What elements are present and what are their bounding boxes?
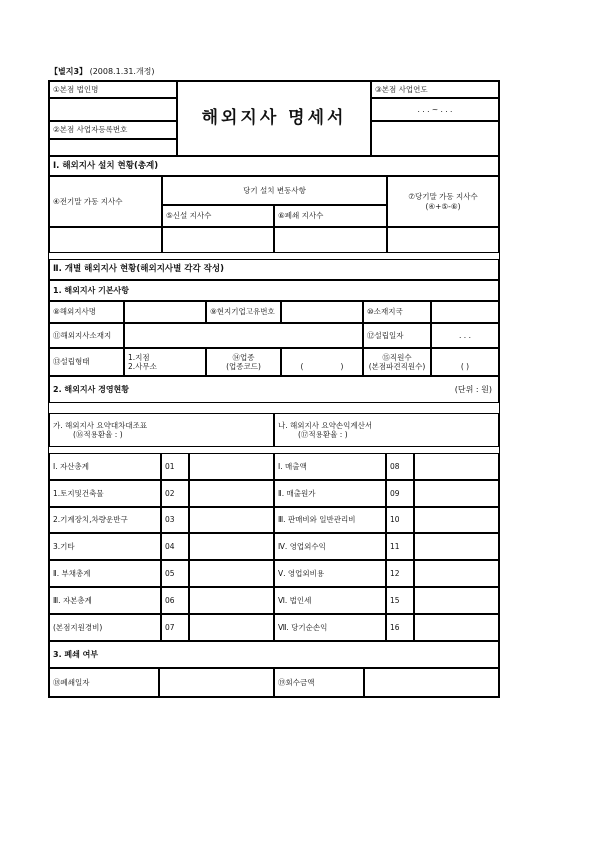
bs-row-value[interactable] bbox=[189, 587, 274, 614]
staff-field[interactable]: ( ) bbox=[431, 348, 499, 376]
is-row-label: Ⅰ. 매출액 bbox=[274, 453, 386, 480]
staff-sub-label: (본점파견직원수) bbox=[368, 362, 426, 371]
country-label: ⑩소재지국 bbox=[363, 301, 431, 323]
bs-row-code: 04 bbox=[161, 533, 189, 560]
corp-name-label: ①본점 법인명 bbox=[49, 81, 177, 98]
bs-row-code: 01 bbox=[161, 453, 189, 480]
is-row-label: Ⅱ. 매출원가 bbox=[274, 480, 386, 507]
is-row-code: 08 bbox=[386, 453, 414, 480]
est-date-label: ⑫설립일자 bbox=[363, 323, 431, 348]
bs-row-label: Ⅱ. 부채총계 bbox=[49, 560, 161, 587]
form-type-options[interactable] bbox=[124, 348, 206, 376]
mgmt-heading-row bbox=[49, 376, 499, 403]
basic-heading: 1. 해외지사 기본사항 bbox=[49, 280, 499, 301]
bs-row-code: 02 bbox=[161, 480, 189, 507]
local-id-label: ⑨현지기업고유번호 bbox=[206, 301, 281, 323]
end-count-cell bbox=[387, 176, 499, 227]
address-label: ⑪해외지사소재지 bbox=[49, 323, 124, 348]
is-row-label: Ⅵ. 법인세 bbox=[274, 587, 386, 614]
end-count-field[interactable] bbox=[387, 227, 499, 253]
bs-row-value[interactable] bbox=[189, 480, 274, 507]
page-title: 해외지사 명세서 bbox=[177, 81, 371, 156]
is-row-value[interactable] bbox=[414, 587, 499, 614]
est-date-field[interactable]: . . . bbox=[431, 323, 499, 348]
closed-count-field[interactable] bbox=[274, 227, 387, 253]
bs-row-label: (본점지원경비) bbox=[49, 614, 161, 641]
industry-code-field[interactable] bbox=[281, 348, 363, 376]
closed-count-label: ⑥폐쇄 지사수 bbox=[274, 205, 387, 227]
is-rate[interactable]: (⑰적용환율 : ) bbox=[298, 430, 348, 439]
country-field[interactable] bbox=[431, 301, 499, 323]
unit-note: (단위 : 원) bbox=[454, 384, 492, 394]
is-row-value[interactable] bbox=[414, 560, 499, 587]
year-field[interactable]: . . . ~ . . . bbox=[371, 98, 499, 121]
form-option-office[interactable]: 2.사무소 bbox=[128, 362, 157, 371]
recovery-amount-field[interactable] bbox=[364, 668, 499, 697]
bs-row-value[interactable] bbox=[189, 453, 274, 480]
change-header: 당기 설치 변동사항 bbox=[162, 176, 387, 205]
branch-name-label: ⑧해외지사명 bbox=[49, 301, 124, 323]
form-frame bbox=[48, 80, 500, 698]
new-count-field[interactable] bbox=[162, 227, 274, 253]
form-type-label: ⑬설립형태 bbox=[49, 348, 124, 376]
prev-count-field[interactable] bbox=[49, 227, 162, 253]
section1-heading: Ⅰ. 해외지사 설치 현황(총계) bbox=[49, 156, 499, 176]
mgmt-heading: 2. 해외지사 경영현황 bbox=[53, 384, 129, 394]
form-tag: 【별지3】 bbox=[50, 67, 88, 76]
bs-row-label: 3.기타 bbox=[49, 533, 161, 560]
is-row-value[interactable] bbox=[414, 614, 499, 641]
staff-cell bbox=[363, 348, 431, 376]
form-option-branch[interactable]: 1.지점 bbox=[128, 352, 150, 362]
industry-code-label: (업종코드) bbox=[226, 362, 261, 371]
is-header bbox=[274, 413, 499, 447]
bs-title: 가. 해외지사 요약대차대조표 bbox=[53, 420, 148, 430]
is-row-code: 10 bbox=[386, 507, 414, 534]
closure-heading: 3. 폐쇄 여부 bbox=[49, 641, 499, 668]
bs-rate[interactable]: (⑯적용환율 : ) bbox=[73, 430, 123, 439]
is-row-value[interactable] bbox=[414, 480, 499, 507]
recovery-amount-label: ⑲회수금액 bbox=[274, 668, 364, 697]
form-header bbox=[50, 66, 155, 77]
closure-date-field[interactable] bbox=[159, 668, 274, 697]
is-row-code: 09 bbox=[386, 480, 414, 507]
industry-label: ⑭업종 bbox=[232, 352, 255, 362]
is-row-label: Ⅲ. 판매비와 일반관리비 bbox=[274, 507, 386, 534]
bs-row-code: 06 bbox=[161, 587, 189, 614]
paren-open: ( bbox=[300, 361, 304, 371]
bs-row-label: 2.기계장치,차량운반구 bbox=[49, 507, 161, 534]
closure-date-label: ⑱폐쇄일자 bbox=[49, 668, 159, 697]
is-row-code: 16 bbox=[386, 614, 414, 641]
is-row-label: Ⅶ. 당기순손익 bbox=[274, 614, 386, 641]
is-row-label: Ⅳ. 영업외수익 bbox=[274, 533, 386, 560]
branch-name-field[interactable] bbox=[124, 301, 206, 323]
year-blank bbox=[371, 121, 499, 156]
paren-close: ) bbox=[340, 361, 344, 371]
is-row-value[interactable] bbox=[414, 533, 499, 560]
address-field[interactable] bbox=[124, 323, 363, 348]
end-count-label: ⑦당기말 가동 지사수 bbox=[408, 192, 478, 202]
is-row-value[interactable] bbox=[414, 453, 499, 480]
industry-cell bbox=[206, 348, 281, 376]
bs-row-label: 1.토지및건축물 bbox=[49, 480, 161, 507]
is-row-code: 11 bbox=[386, 533, 414, 560]
biz-no-field[interactable] bbox=[49, 139, 177, 156]
bs-row-value[interactable] bbox=[189, 507, 274, 534]
revision-note: (2008.1.31.개정) bbox=[89, 67, 155, 76]
bs-row-code: 03 bbox=[161, 507, 189, 534]
section2-heading: Ⅱ. 개별 해외지사 현황(해외지사별 각각 작성) bbox=[49, 259, 499, 280]
new-count-label: ⑤신설 지사수 bbox=[162, 205, 274, 227]
bs-row-value[interactable] bbox=[189, 614, 274, 641]
prev-count-label: ④전기말 가동 지사수 bbox=[49, 176, 162, 227]
end-count-formula: (④+⑤-⑥) bbox=[425, 201, 461, 211]
is-row-label: Ⅴ. 영업외비용 bbox=[274, 560, 386, 587]
bs-row-code: 07 bbox=[161, 614, 189, 641]
biz-no-label: ②본점 사업자등록번호 bbox=[49, 121, 177, 139]
staff-label: ⑮직원수 bbox=[382, 352, 412, 362]
year-label: ③본점 사업연도 bbox=[371, 81, 499, 98]
is-title: 나. 해외지사 요약손익계산서 bbox=[278, 420, 373, 430]
bs-row-label: Ⅰ. 자산총계 bbox=[49, 453, 161, 480]
bs-row-code: 05 bbox=[161, 560, 189, 587]
is-row-code: 15 bbox=[386, 587, 414, 614]
bs-row-label: Ⅲ. 자본총계 bbox=[49, 587, 161, 614]
bs-row-value[interactable] bbox=[189, 560, 274, 587]
local-id-field[interactable] bbox=[281, 301, 363, 323]
is-row-code: 12 bbox=[386, 560, 414, 587]
bs-header bbox=[49, 413, 274, 447]
is-row-value[interactable] bbox=[414, 507, 499, 534]
corp-name-field[interactable] bbox=[49, 98, 177, 121]
bs-row-value[interactable] bbox=[189, 533, 274, 560]
